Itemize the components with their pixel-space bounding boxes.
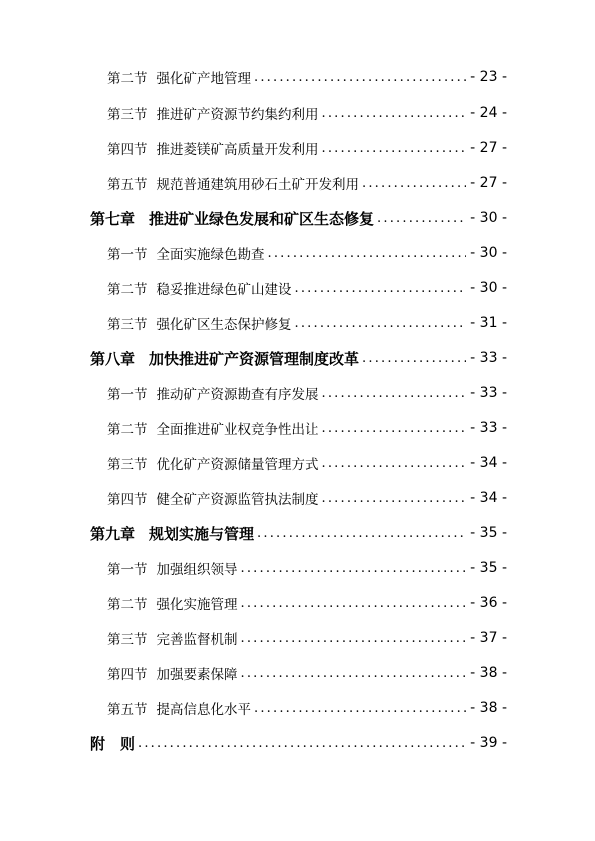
dot-leader <box>362 176 466 191</box>
toc-entry-title: 规划实施与管理 <box>149 524 255 543</box>
dot-leader <box>362 351 466 366</box>
toc-entry-page-number: - 37 - <box>470 630 507 646</box>
toc-entry-title: 推进矿业绿色发展和矿区生态修复 <box>149 209 375 228</box>
toc-entry-page-number: - 33 - <box>470 420 507 436</box>
toc-entry-number: 第三节 <box>107 107 148 123</box>
toc-entry-section[interactable] <box>107 65 507 89</box>
toc-entry-number: 第二节 <box>107 71 148 87</box>
dot-leader <box>295 316 467 331</box>
toc-entry-page-number: - 35 - <box>470 560 507 576</box>
toc-entry-appendix[interactable] <box>90 731 507 755</box>
toc-entry-number: 第三节 <box>107 317 148 333</box>
toc-entry-section[interactable] <box>107 696 507 720</box>
toc-entry-title: 健全矿产资源监管执法制度 <box>156 492 319 508</box>
toc-entry-chapter[interactable] <box>90 346 507 370</box>
dot-leader <box>241 561 467 576</box>
toc-entry-title: 推进矿产资源节约集约利用 <box>156 107 319 123</box>
dot-leader <box>295 281 467 296</box>
toc-entry-page-number: - 36 - <box>470 595 507 611</box>
toc-entry-page-number: - 30 - <box>470 280 507 296</box>
toc-entry-page-number: - 23 - <box>470 69 507 85</box>
dot-leader <box>322 421 467 436</box>
dot-leader <box>241 631 467 646</box>
toc-entry-title: 加快推进矿产资源管理制度改革 <box>149 349 360 368</box>
toc-entry-number: 第二节 <box>107 422 148 438</box>
toc-entry-title: 全面实施绿色勘查 <box>156 247 265 263</box>
dot-leader <box>322 141 467 156</box>
toc-entry-section[interactable] <box>107 276 507 300</box>
dot-leader <box>254 701 466 716</box>
toc-entry-page-number: - 30 - <box>470 210 507 226</box>
dot-leader <box>241 596 467 611</box>
toc-entry-number: 第三节 <box>107 457 148 473</box>
toc-entry-number: 第四节 <box>107 667 148 683</box>
toc-entry-section[interactable] <box>107 556 507 580</box>
toc-entry-page-number: - 33 - <box>470 385 507 401</box>
dot-leader <box>138 736 466 751</box>
toc-entry-section[interactable] <box>107 241 507 265</box>
toc-entry-number: 第二节 <box>107 597 148 613</box>
toc-entry-section[interactable] <box>107 311 507 335</box>
toc-entry-title: 强化矿区生态保护修复 <box>156 317 292 333</box>
toc-entry-page-number: - 34 - <box>470 455 507 471</box>
toc-entry-number: 第四节 <box>107 142 148 158</box>
toc-entry-page-number: - 34 - <box>470 490 507 506</box>
toc-entry-title: 强化实施管理 <box>156 597 238 613</box>
toc-entry-page-number: - 39 - <box>470 735 507 751</box>
dot-leader <box>241 666 467 681</box>
toc-entry-title: 推动矿产资源勘查有序发展 <box>156 387 319 403</box>
toc-entry-title: 完善监督机制 <box>156 632 238 648</box>
toc-entry-section[interactable] <box>107 381 507 405</box>
toc-entry-number: 第一节 <box>107 387 148 403</box>
dot-leader <box>322 386 467 401</box>
toc-entry-section[interactable] <box>107 626 507 650</box>
toc-entry-number: 第九章 <box>90 524 136 543</box>
toc-entry-title: 强化矿产地管理 <box>156 71 251 87</box>
toc-entry-title: 推进菱镁矿高质量开发利用 <box>156 142 319 158</box>
toc-entry-page-number: - 38 - <box>470 700 507 716</box>
toc-entry-number: 第七章 <box>90 209 136 228</box>
toc-entry-number: 第五节 <box>107 702 148 718</box>
dot-leader <box>377 211 466 226</box>
dot-leader <box>322 491 467 506</box>
dot-leader <box>257 526 466 541</box>
toc-entry-title: 规范普通建筑用砂石土矿开发利用 <box>156 177 359 193</box>
dot-leader <box>322 456 467 471</box>
toc-entry-title: 稳妥推进绿色矿山建设 <box>156 282 292 298</box>
toc-entry-title: 优化矿产资源储量管理方式 <box>156 457 319 473</box>
toc-entry-number: 第八章 <box>90 349 136 368</box>
toc-entry-page-number: - 30 - <box>470 245 507 261</box>
toc-entry-number: 第五节 <box>107 177 148 193</box>
toc-entry-chapter[interactable] <box>90 521 507 545</box>
dot-leader <box>268 246 467 261</box>
toc-entry-section[interactable] <box>107 171 507 195</box>
toc-entry-chapter[interactable] <box>90 206 507 230</box>
dot-leader <box>254 70 466 85</box>
toc-entry-section[interactable] <box>107 451 507 475</box>
toc-entry-number: 附 则 <box>90 734 136 753</box>
toc-entry-title: 加强要素保障 <box>156 667 238 683</box>
toc-entry-page-number: - 35 - <box>470 525 507 541</box>
toc-entry-page-number: - 33 - <box>470 350 507 366</box>
toc-entry-page-number: - 24 - <box>470 105 507 121</box>
toc-entry-section[interactable] <box>107 661 507 685</box>
toc-entry-section[interactable] <box>107 416 507 440</box>
toc-entry-section[interactable] <box>107 591 507 615</box>
toc-entry-number: 第二节 <box>107 282 148 298</box>
toc-entry-number: 第三节 <box>107 632 148 648</box>
dot-leader <box>322 106 467 121</box>
toc-entry-title: 全面推进矿业权竞争性出让 <box>156 422 319 438</box>
toc-entry-section[interactable] <box>107 136 507 160</box>
toc-entry-number: 第一节 <box>107 562 148 578</box>
toc-entry-title: 加强组织领导 <box>156 562 238 578</box>
toc-entry-number: 第四节 <box>107 492 148 508</box>
toc-entry-page-number: - 31 - <box>470 315 507 331</box>
toc-entry-page-number: - 27 - <box>470 175 507 191</box>
toc-entry-page-number: - 38 - <box>470 665 507 681</box>
toc-entry-section[interactable] <box>107 101 507 125</box>
toc-entry-title: 提高信息化水平 <box>156 702 251 718</box>
toc-entry-page-number: - 27 - <box>470 140 507 156</box>
toc-entry-number: 第一节 <box>107 247 148 263</box>
toc-entry-section[interactable] <box>107 486 507 510</box>
